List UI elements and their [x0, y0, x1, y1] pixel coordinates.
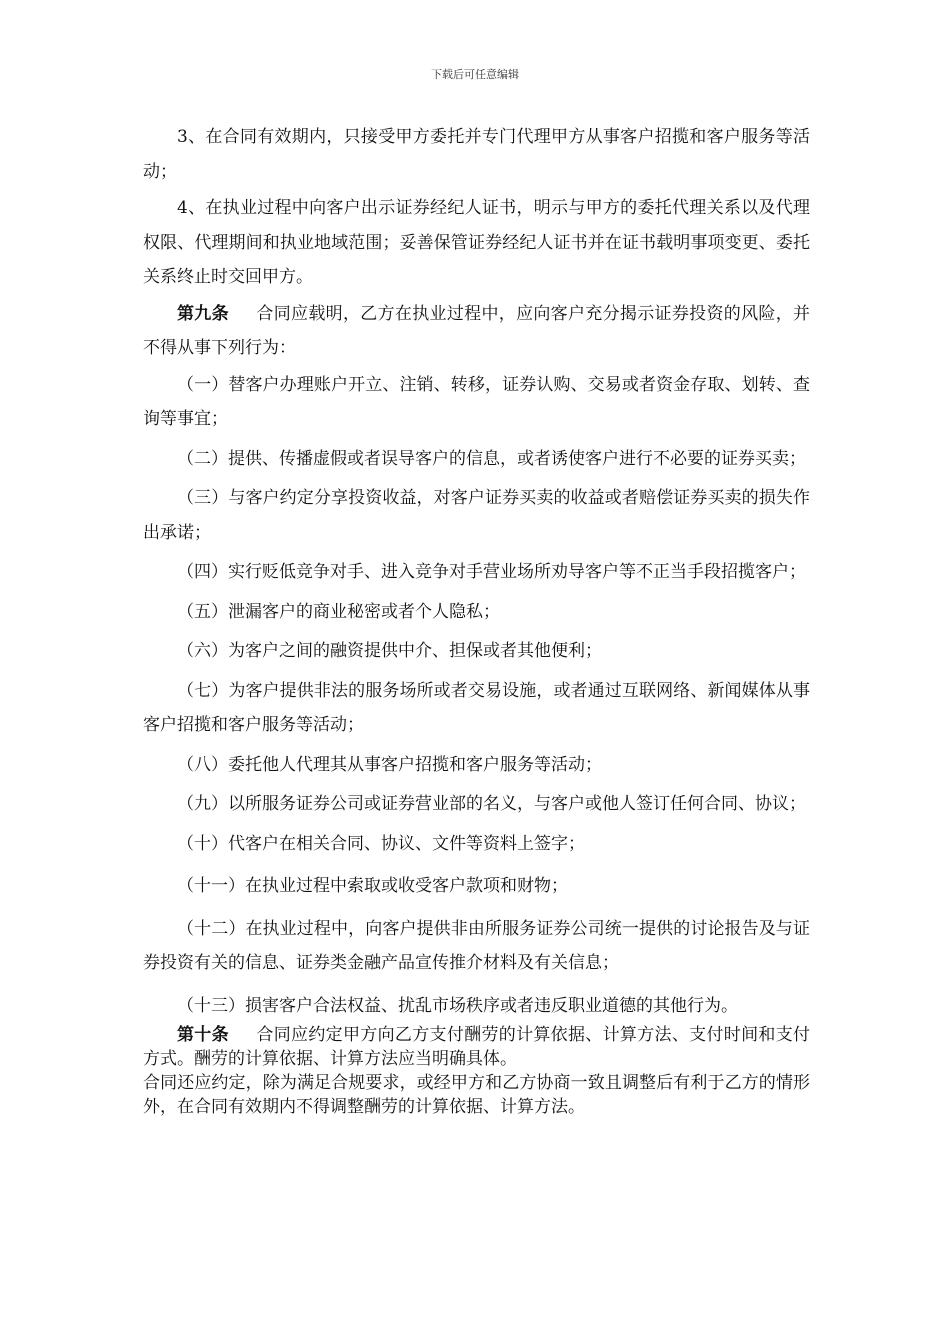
page-header: 下载后可任意编辑 — [431, 68, 519, 81]
article-10-text: 合同应约定甲方向乙方支付酬劳的计算依据、计算方法、支付时间和支付方式。酬劳的计算依据、计算方法应当明确具体。 — [143, 1025, 811, 1069]
item-10: （十）代客户在相关合同、协议、文件等资料上签字； — [177, 833, 585, 854]
item-2: （二）提供、传播虚假或者误导客户的信息，或者诱使客户进行不必要的证券买卖； — [177, 448, 806, 469]
item-6: （六）为客户之间的融资提供中介、担保或者其他便利； — [177, 641, 602, 661]
item-5: （五）泄漏客户的商业秘密或者个人隐私； — [177, 601, 500, 622]
item-9: （九）以所服务证券公司或证券营业部的名义，与客户或他人签订任何合同、协议； — [177, 794, 806, 814]
item-12: （十二）在执业过程中，向客户提供非由所服务证券公司统一提供的讨论报告及与证券投资有关的信息、证券类金融产品宣传推介材料及有关信息； — [143, 918, 810, 973]
item-3: （三）与客户约定分享投资收益，对客户证券买卖的收益或者赔偿证券买卖的损失作出承诺； — [143, 488, 810, 543]
article-10-continued: 合同还应约定，除为满足合规要求，或经甲方和乙方协商一致且调整后有利于乙方的情形外，在合同有效期内不得调整酬劳的计算依据、计算方法。 — [143, 1073, 810, 1117]
article-9-text: 合同应载明，乙方在执业过程中，应向客户充分揭示证券投资的风险，并不得从事下列行为： — [143, 303, 811, 358]
article-10 — [143, 1023, 810, 1071]
item-11: （十一）在执业过程中索取或收受客户款项和财物； — [177, 876, 568, 896]
article-9 — [143, 297, 810, 366]
item-8: （八）委托他人代理其从事客户招揽和客户服务等活动； — [177, 754, 602, 775]
clause-4: 4、在执业过程中向客户出示证券经纪人证书，明示与甲方的委托代理关系以及代理权限、代理期间和执业地域范围；妥善保管证券经纪人证书并在证书载明事项变更、委托关系终止时交回甲方。 — [143, 198, 810, 287]
clause-3: 3、在合同有效期内，只接受甲方委托并专门代理甲方从事客户招揽和客户服务等活动； — [143, 127, 810, 182]
article-9-title: 第九条 — [177, 303, 229, 324]
item-1: （一）替客户办理账户开立、注销、转移，证券认购、交易或者资金存取、划转、查询等事宜； — [143, 374, 810, 429]
document-body — [143, 120, 810, 1119]
item-4: （四）实行贬低竞争对手、进入竞争对手营业场所劝导客户等不正当手段招揽客户； — [177, 562, 806, 582]
item-7: （七）为客户提供非法的服务场所或者交易设施，或者通过互联网络、新闻媒体从事客户招揽和客户服务等活动； — [143, 680, 810, 735]
article-10-title: 第十条 — [177, 1025, 229, 1045]
item-13: （十三）损害客户合法权益、扰乱市场秩序或者违反职业道德的其他行为。 — [177, 995, 738, 1016]
